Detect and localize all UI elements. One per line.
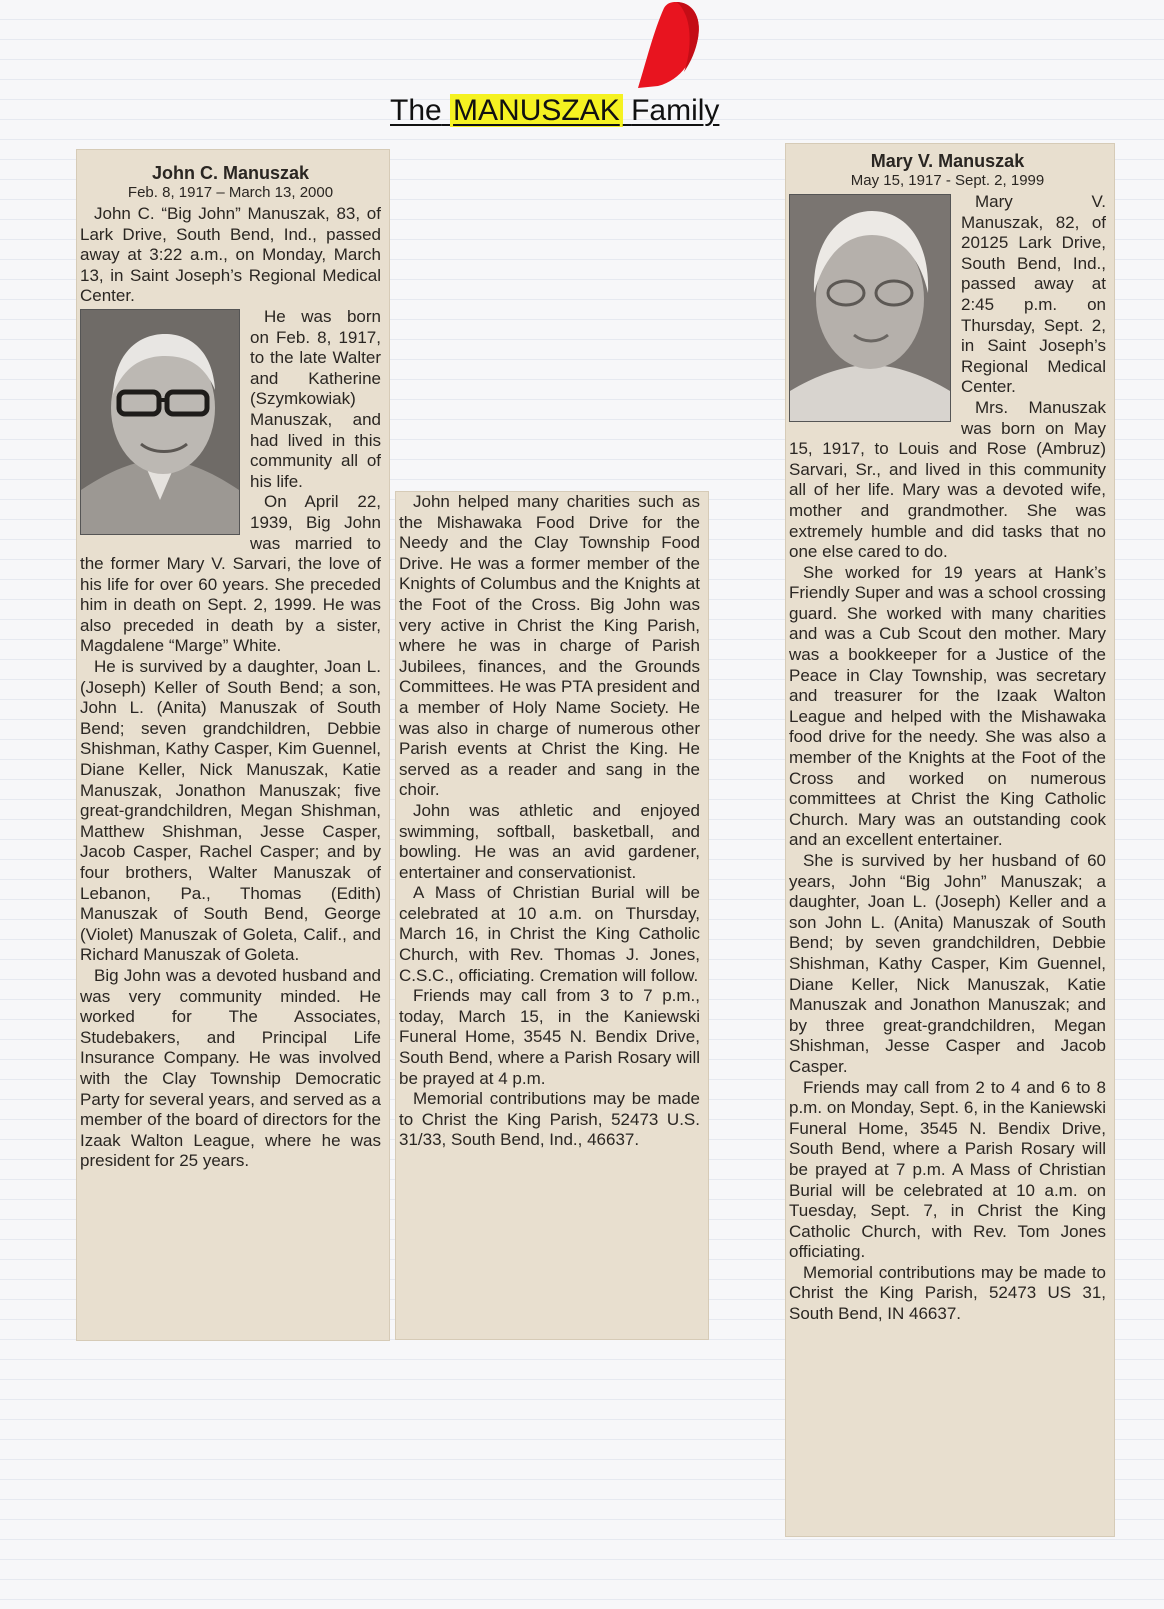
portrait-photo-mary (789, 194, 951, 422)
obituary-dates: May 15, 1917 - Sept. 2, 1999 (850, 172, 1045, 189)
obituary-paragraph: Friends may call from 2 to 4 and 6 to 8 p.m. on Monday, Sept. 6, in the Kaniewski Funeral Home, 3545 N. Bendix Drive, South Bend, where a Parish Rosary will be prayed at 7 p.m. A Mass of Christian Burial will be celebrated at 10 a.m. on Tuesday, Sept. 7, in Christ the King Catholic Church, with Rev. Tom Jones officiating. (789, 1077, 1106, 1262)
red-tab-marker (636, 0, 702, 88)
obituary-paragraph: He is survived by a daughter, Joan L. (Joseph) Keller of South Bend; a son, John L. (Anita) Manuszak of South Bend; seven grandchildren, Debbie Shishman, Kathy Casper, Kim Guennel, Diane Keller, Nick Manuszak, Katie Manuszak, Jonathon Manuszak; five great-grandchildren, Megan Shishman, Matthew Shishman, Jesse Casper, Jacob Casper, Rachel Casper; and by four brothers, Walter Manuszak of Lebanon, Pa., Thomas (Edith) Manuszak of South Bend, George (Violet) Manuszak of Goleta, Calif., and Richard Manuszak of Goleta. (80, 657, 381, 965)
portrait-photo-john (80, 309, 240, 535)
obituary-paragraph: She worked for 19 years at Hank’s Friendly Super and was a school crossing guard. She worked with many charities and was a Cub Scout den mother. Mary was a bookkeeper for a Justice of the Peace in Clay Township, was secretary and treasurer for the Izaak Walton League and helped with the Mishawaka food drive for the needy. She was also a member of the Knights at the Foot of the Cross and worked on numerous committees at Christ the King Catholic Church. Mary was an outstanding cook and an excellent entertainer. (789, 562, 1106, 850)
obituary-paragraph: She is survived by her husband of 60 years, John “Big John” Manuszak; a daughter, Joan L. (Joseph) Keller and a son John L. (Anita) Manuszak of South Bend; by seven grandchildren, Debbie Shishman, Kathy Casper, Kim Guennel, Diane Keller, Nick Manuszak, Katie Manuszak and Jonathon Manuszak; and by three great-grandchildren, Megan Shishman, Jesse Casper and Jacob Casper. (789, 851, 1106, 1076)
obituary-paragraph: Memorial contributions may be made to Christ the King Parish, 52473 US 31, South Bend, IN 46637. (789, 1262, 1106, 1324)
title-suffix: Family (631, 94, 720, 127)
obituary-paragraph: On April 22, 1939, Big John was married to the former Mary V. Sarvari, the love of his life for over 60 years. She preceded him in death on Sept. 2, 1999. He was also preceded in death by a sister, Magdalene “Marge” White. (80, 492, 381, 656)
title-highlight: MANUSZAK (450, 94, 623, 127)
obituary-clipping-mary (786, 144, 1114, 1536)
obituary-clipping-john-continued (396, 492, 708, 1339)
obituary-name: John C. Manuszak (151, 163, 310, 183)
obituary-paragraph: A Mass of Christian Burial will be celebrated at 10 a.m. on Thursday, March 16, in Christ the King Catholic Church, with Rev. Thomas J. Jones, C.S.C., officiating. Cremation will follow. (399, 883, 700, 985)
obituary-paragraph: Friends may call from 3 to 7 p.m., today, March 15, in the Kaniewski Funeral Home, 3545 N. Bendix Drive, South Bend, where a Parish Rosary will be prayed at 4 p.m. (399, 986, 700, 1088)
obituary-paragraph: He was born on Feb. 8, 1917, to the late Walter and Katherine (Szymkowiak) Manuszak, and had lived in this community all of his life. (250, 306, 381, 491)
obituary-paragraph: John helped many charities such as the Mishawaka Food Drive for the Needy and the Clay Township Food Drive. He was a former member of the Knights of Columbus and the Knights at the Foot of the Cross. Big John was very active in Christ the King Parish, where he was in charge of Parish Jubilees, finances, and the Grounds Committees. He was PTA president and a member of Holy Name Society. He was also in charge of numerous other Parish events at Christ the King. He served as a reader and sang in the choir. (399, 492, 700, 800)
obituary-paragraph: Mrs. Manuszak was born on May 15, 1917, to Louis and Rose (Ambruz) Sarvari, Sr., and lived in this community all of her life. Mary was a devoted wife, mother and grandmother. She was extremely humble and did tasks that no one else cared to do. (789, 397, 1106, 562)
obituary-dates: Feb. 8, 1917 – March 13, 2000 (127, 184, 334, 201)
obituary-name: Mary V. Manuszak (870, 151, 1025, 171)
title-prefix: The (390, 94, 442, 127)
obituary-paragraph: Memorial contributions may be made to Christ the King Parish, 52473 U.S. 31/33, South Bend, Ind., 46637. (399, 1089, 700, 1150)
obituary-clipping-john (77, 150, 389, 1340)
obituary-paragraph: John C. “Big John” Manuszak, 83, of Lark Drive, South Bend, Ind., passed away at 3:22 a.m., on Monday, March 13, in Saint Joseph’s Regional Medical Center. (80, 204, 381, 306)
obituary-paragraph: Mary V. Manuszak, 82, of 20125 Lark Drive, South Bend, Ind., passed away at 2:45 p.m. on Thursday, Sept. 2, in Saint Joseph’s Regional Medical Center. (961, 192, 1106, 397)
obituary-paragraph: John was athletic and enjoyed swimming, softball, basketball, and bowling. He was an avid gardener, entertainer and conservationist. (399, 800, 700, 882)
obituary-paragraph: Big John was a devoted husband and was very community minded. He worked for The Associates, Studebakers, and Principal Life Insurance Company. He was involved with the Clay Township Democratic Party for several years, and served as a member of the board of directors for the Izaak Walton League, where he was president for 25 years. (80, 965, 381, 1171)
page-title (390, 94, 719, 128)
